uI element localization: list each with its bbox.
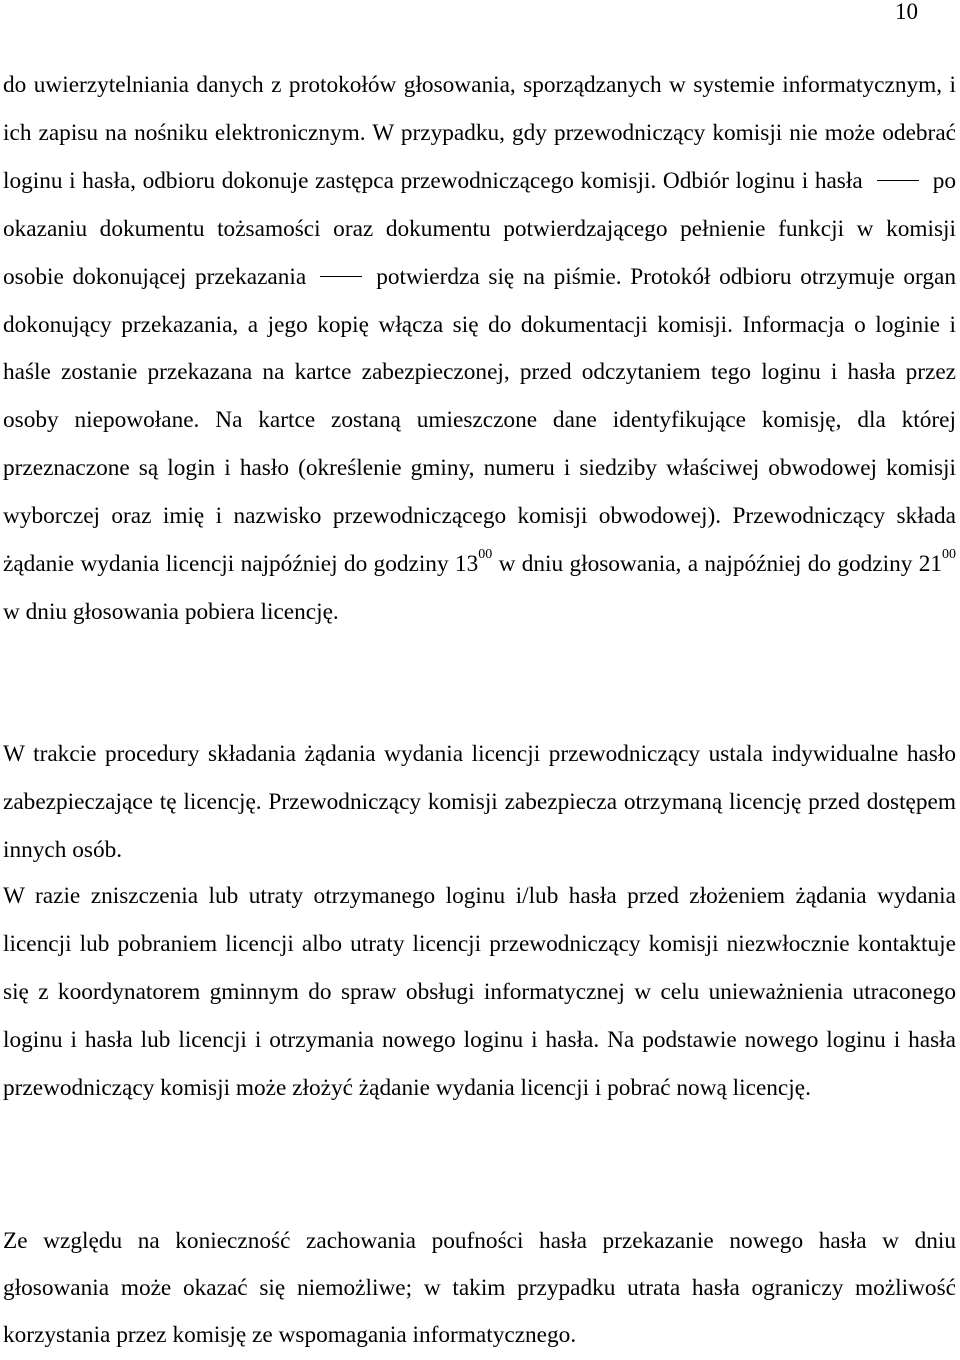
paragraph-license-password: W trakcie procedury składania żądania wydania licencji przewodniczący ustala indywidualne hasło zabezpieczające tę licencję. Przewodniczący komisji zabezpiecza otrzymaną licencję przed dostępem innych osób.	[3, 741, 956, 863]
paragraph-text: potwierdza się na piśmie. Protokół odbioru otrzymuje organ dokonujący przekazania, a jego kopię włącza się do dokumentacji komisji. Informacja o loginie i haśle zostanie przekazana na kartce zabezpieczonej, przed odczytaniem tego loginu i hasła przez osoby niepowołane. Na kartce zostaną umieszczone dane identyfikujące komisję, dla której przeznaczone są login i hasło (określenie gminy, numeru i siedziby właściwej obwodowej komisji wyborczej oraz imię i nazwisko przewodniczącego komisji obwodowej). Przewodniczący składa żądanie wydania licencji najpóźniej do godziny 13	[3, 263, 956, 578]
paragraph-text: w dniu głosowania, a najpóźniej do godziny 21	[498, 551, 943, 578]
paragraph-login-handover	[3, 62, 956, 637]
superscript: 00	[942, 547, 957, 563]
page-number: 10	[895, 0, 918, 24]
em-dash	[877, 180, 919, 182]
paragraph-text: do uwierzytelniania danych z protokołów głosowania, sporządzanych w systemie informatycznym, i ich zapisu na nośniku elektronicznym. W przypadku, gdy przewodniczący komisji nie może odebrać loginu i hasła, odbioru dokonuje zastępca przewodniczącego komisji. Odbiór loginu i hasła	[3, 72, 956, 194]
paragraph-confidentiality: Ze względu na konieczność zachowania poufności hasła przekazanie nowego hasła w dniu głosowania może okazać się niemożliwe; w takim przypadku utrata hasła ograniczy możliwość korzystania przez komisję ze wspomagania informatycznego.	[3, 1228, 956, 1349]
em-dash	[320, 276, 362, 278]
superscript: 00	[478, 547, 493, 563]
paragraph-loss-procedure: W razie zniszczenia lub utraty otrzymanego loginu i/lub hasła przed złożeniem żądania wydania licencji lub pobraniem licencji albo utraty licencji przewodniczący komisji niezwłocznie kontaktuje się z koordynatorem gminnym do spraw obsługi informatycznej w celu unieważnienia utraconego loginu i hasła lub licencji i otrzymania nowego loginu i hasła. Na podstawie nowego loginu i hasła przewodniczący komisji może złożyć żądanie wydania licencji i pobrać nową licencję.	[3, 883, 956, 1101]
paragraph-text: po okazaniu dokumentu tożsamości oraz dokumentu potwierdzającego pełnienie funkcji w komisji osobie dokonującej przekazania	[3, 167, 956, 290]
paragraph-text: w dniu głosowania pobiera licencję.	[3, 598, 339, 625]
